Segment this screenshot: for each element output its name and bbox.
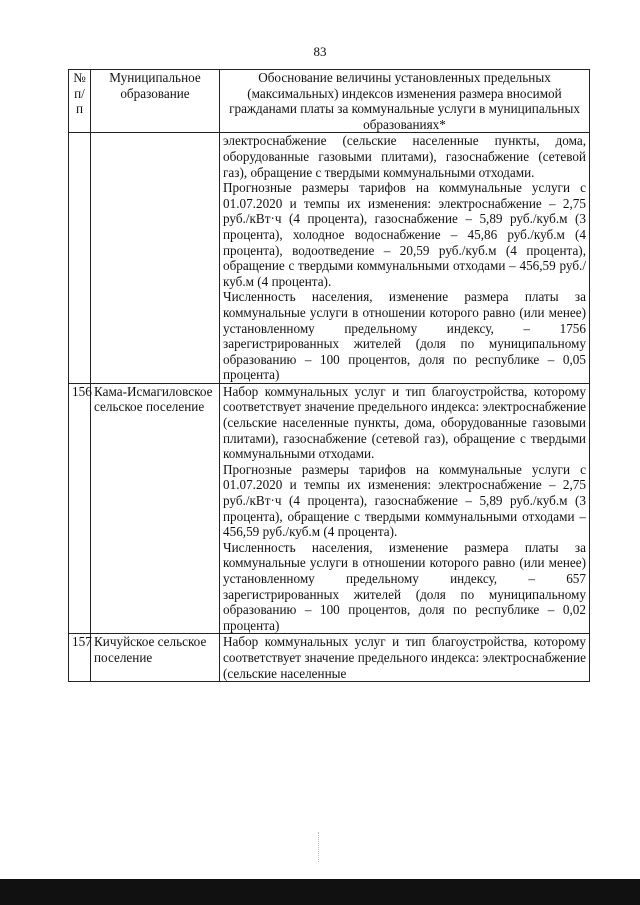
row-municipality: Кичуйское сельское поселение [91, 634, 220, 682]
table-row [69, 634, 590, 682]
table-header-row [69, 70, 590, 133]
header-num: № п/п [69, 70, 91, 133]
paragraph: Прогнозные размеры тарифов на коммунальные услуги с 01.07.2020 и темпы их изменения: электроснабжение – 2,75 руб./кВт·ч (4 процента), газоснабжение – 5,89 руб./куб.м (3 процента), холодное водоснабжение – 45,86 руб./куб.м (4 процента), водоотведение – 20,59 руб./куб.м (4 процента), обращение с твердыми коммунальными отходами – 456,59 руб./куб.м (4 процента). [223, 180, 586, 289]
paragraph: Прогнозные размеры тарифов на коммунальные услуги с 01.07.2020 и темпы их изменения: электроснабжение – 2,75 руб./кВт·ч (4 процента), газоснабжение – 5,89 руб./куб.м (3 процента), обращение с твердыми коммунальными отходами – 456,59 руб./куб.м (4 процента). [223, 461, 586, 540]
scan-artifact [318, 832, 322, 862]
row-num: 156 [69, 383, 91, 634]
scan-bottom-edge [0, 879, 640, 905]
row-justification [220, 383, 590, 634]
paragraph: электроснабжение (сельские населенные пункты, дома, оборудованные газовыми плитами), газоснабжение (сетевой газ), обращение с твердыми коммунальными отходами. [223, 133, 586, 180]
table-row [69, 133, 590, 384]
row-municipality [91, 133, 220, 384]
paragraph: Численность населения, изменение размера платы за коммунальные услуги в отношении которого равно (или менее) установленному предельному индексу, – 657 зарегистрированных жителей (доля по муниципальному образованию – 100 процентов, доля по республике – 0,02 процента) [223, 539, 586, 633]
table-row [69, 383, 590, 634]
row-justification [220, 634, 590, 682]
row-justification [220, 133, 590, 384]
row-num: 157 [69, 634, 91, 682]
page-number: 83 [313, 44, 327, 59]
paragraph: Набор коммунальных услуг и тип благоустройства, которому соответствует значение предельного индекса: электроснабжение (сельские населенные пункты, дома, оборудованные газовыми плитами), газоснабжение (сетевой газ), обращение с твердыми коммунальными отходами. [223, 383, 586, 462]
paragraph: Набор коммунальных услуг и тип благоустройства, которому соответствует значение предельного индекса: электроснабжение (сельские населенные [223, 634, 586, 681]
header-municipality: Муниципальное образование [91, 70, 220, 133]
row-num [69, 133, 91, 384]
header-justification: Обоснование величины установленных предельных (максимальных) индексов изменения размера вносимой гражданами платы за коммунальные услуги в муниципальных образованиях* [220, 70, 590, 133]
row-municipality: Кама-Исмагиловское сельское поселение [91, 383, 220, 634]
paragraph: Численность населения, изменение размера платы за коммунальные услуги в отношении которого равно (или менее) установленному предельному индексу, – 1756 зарегистрированных жителей (доля по муниципальному образованию – 100 процентов, доля по республике – 0,05 процента) [223, 289, 586, 383]
tariff-table [68, 69, 590, 682]
